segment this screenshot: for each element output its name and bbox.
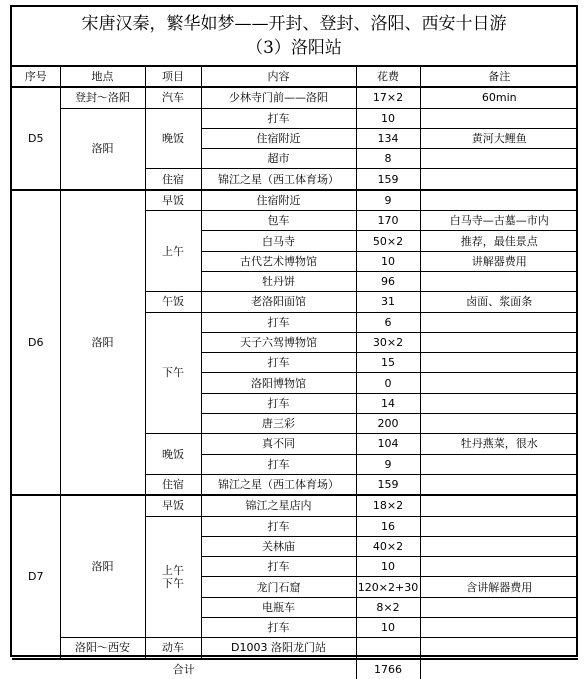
cost-cell <box>356 638 420 659</box>
content-cell: 关林庙 <box>201 536 356 556</box>
note-cell <box>420 353 578 373</box>
note-cell <box>420 312 578 332</box>
item-cell: 上午 <box>145 211 201 292</box>
content-cell: 洛阳博物馆 <box>201 373 356 393</box>
note-cell: 白马寺—古墓—市内 <box>420 211 578 231</box>
table-row <box>12 495 578 516</box>
cost-cell: 10 <box>356 618 420 638</box>
content-cell: 电瓶车 <box>201 597 356 617</box>
note-cell <box>420 557 578 577</box>
cost-cell: 9 <box>356 454 420 474</box>
note-cell <box>420 373 578 393</box>
cost-cell: 40×2 <box>356 536 420 556</box>
header-cost: 花费 <box>356 67 420 87</box>
note-cell <box>420 618 578 638</box>
note-cell: 牡丹燕菜，很水 <box>420 434 578 454</box>
content-cell: 住宿附近 <box>201 190 356 211</box>
item-cell: 动车 <box>145 638 201 659</box>
total-row <box>12 659 578 679</box>
content-cell: 牡丹饼 <box>201 271 356 291</box>
note-cell: 含讲解器费用 <box>420 577 578 597</box>
content-cell: 打车 <box>201 312 356 332</box>
content-cell: 真不同 <box>201 434 356 454</box>
content-cell: 天子六驾博物馆 <box>201 332 356 352</box>
place-cell: 登封～洛阳 <box>60 87 145 108</box>
item-cell: 晚饭 <box>145 434 201 475</box>
note-cell: 推荐，最佳景点 <box>420 231 578 251</box>
day-label: D5 <box>12 87 60 189</box>
cost-cell: 8 <box>356 149 420 169</box>
note-cell <box>420 271 578 291</box>
note-cell <box>420 169 578 190</box>
item-cell: 晚饭 <box>145 108 201 169</box>
header-place: 地点 <box>60 67 145 87</box>
header-content: 内容 <box>201 67 356 87</box>
content-cell: 白马寺 <box>201 231 356 251</box>
item-line-pm: 下午 <box>162 576 184 590</box>
content-cell: D1003 洛阳龙门站 <box>201 638 356 659</box>
note-cell <box>420 638 578 659</box>
item-cell: 早饭 <box>145 495 201 516</box>
day-label: D7 <box>12 495 60 658</box>
itinerary-table <box>12 67 578 679</box>
cost-cell: 9 <box>356 190 420 211</box>
note-cell: 卤面、浆面条 <box>420 292 578 312</box>
content-cell: 少林寺门前——洛阳 <box>201 87 356 108</box>
cost-cell: 200 <box>356 414 420 434</box>
cost-cell: 10 <box>356 557 420 577</box>
cost-cell: 8×2 <box>356 597 420 617</box>
note-cell: 60min <box>420 87 578 108</box>
content-cell: 打车 <box>201 516 356 536</box>
header-note: 备注 <box>420 67 578 87</box>
itinerary-sheet <box>10 5 578 676</box>
header-seq: 序号 <box>12 67 60 87</box>
cost-cell: 50×2 <box>356 231 420 251</box>
item-cell: 早饭 <box>145 190 201 211</box>
content-cell: 打车 <box>201 353 356 373</box>
title-line-2: （3）洛阳站 <box>246 38 342 58</box>
item-cell: 住宿 <box>145 169 201 190</box>
content-cell: 锦江之星店内 <box>201 495 356 516</box>
table-row <box>12 190 578 211</box>
table-row <box>12 87 578 108</box>
table-row <box>12 108 578 128</box>
cost-cell: 10 <box>356 251 420 271</box>
header-item: 项目 <box>145 67 201 87</box>
note-cell <box>420 190 578 211</box>
cost-cell: 6 <box>356 312 420 332</box>
cost-cell: 18×2 <box>356 495 420 516</box>
place-cell: 洛阳 <box>60 108 145 190</box>
note-cell: 黄河大鲤鱼 <box>420 128 578 148</box>
content-cell: 打车 <box>201 393 356 413</box>
cost-cell: 10 <box>356 108 420 128</box>
table-row <box>12 638 578 659</box>
note-cell: 讲解器费用 <box>420 251 578 271</box>
content-cell: 打车 <box>201 454 356 474</box>
cost-cell: 15 <box>356 353 420 373</box>
content-cell: 唐三彩 <box>201 414 356 434</box>
note-cell <box>420 108 578 128</box>
note-cell <box>420 516 578 536</box>
cost-cell: 14 <box>356 393 420 413</box>
total-value: 1766 <box>356 659 420 679</box>
note-cell <box>420 393 578 413</box>
content-cell: 打车 <box>201 557 356 577</box>
header-row <box>12 67 578 87</box>
total-label: 合计 <box>12 659 356 679</box>
cost-cell: 96 <box>356 271 420 291</box>
cost-cell: 0 <box>356 373 420 393</box>
note-cell <box>420 597 578 617</box>
content-cell: 古代艺术博物馆 <box>201 251 356 271</box>
cost-cell: 30×2 <box>356 332 420 352</box>
note-cell <box>420 536 578 556</box>
content-cell: 锦江之星（西工体育场） <box>201 474 356 495</box>
note-cell <box>420 474 578 495</box>
day-label: D6 <box>12 190 60 495</box>
note-cell <box>420 414 578 434</box>
cost-cell: 134 <box>356 128 420 148</box>
cost-cell: 170 <box>356 211 420 231</box>
cost-cell: 16 <box>356 516 420 536</box>
total-note <box>420 659 578 679</box>
item-cell: 午饭 <box>145 292 201 312</box>
item-cell: 住宿 <box>145 474 201 495</box>
place-cell: 洛阳～西安 <box>60 638 145 659</box>
item-cell: 汽车 <box>145 87 201 108</box>
item-cell <box>145 516 201 638</box>
cost-cell: 31 <box>356 292 420 312</box>
itinerary-title <box>12 7 576 67</box>
place-cell: 洛阳 <box>60 190 145 495</box>
cost-cell: 159 <box>356 169 420 190</box>
content-cell: 打车 <box>201 108 356 128</box>
cost-cell: 120×2+30 <box>356 577 420 597</box>
content-cell: 老洛阳面馆 <box>201 292 356 312</box>
note-cell <box>420 149 578 169</box>
content-cell: 锦江之星（西工体育场） <box>201 169 356 190</box>
place-cell: 洛阳 <box>60 495 145 638</box>
note-cell <box>420 495 578 516</box>
item-cell: 下午 <box>145 312 201 434</box>
content-cell: 龙门石窟 <box>201 577 356 597</box>
content-cell: 住宿附近 <box>201 128 356 148</box>
note-cell <box>420 332 578 352</box>
item-line-am: 上午 <box>162 563 184 577</box>
title-line-1: 宋唐汉秦，繁华如梦——开封、登封、洛阳、西安十日游 <box>81 14 507 34</box>
cost-cell: 17×2 <box>356 87 420 108</box>
cost-cell: 159 <box>356 474 420 495</box>
content-cell: 超市 <box>201 149 356 169</box>
content-cell: 包车 <box>201 211 356 231</box>
content-cell: 打车 <box>201 618 356 638</box>
cost-cell: 104 <box>356 434 420 454</box>
note-cell <box>420 454 578 474</box>
